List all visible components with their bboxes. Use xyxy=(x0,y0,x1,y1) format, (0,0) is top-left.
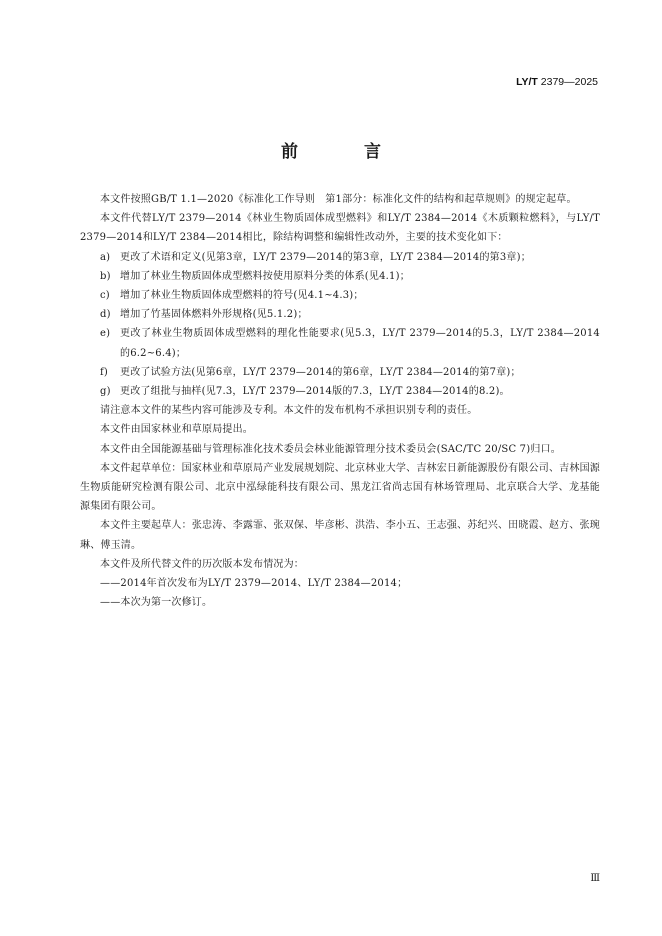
paragraph-drafting-rules: 本文件按照GB/T 1.1—2020《标准化工作导则 第1部分：标准化文件的结构和起草规则》的规定起草。 xyxy=(100,194,577,205)
list-item: c) 增加了林业生物质固体成型燃料的符号(见4.1~4.3)； xyxy=(100,290,364,302)
standard-code-number: 2379—2025 xyxy=(537,76,598,88)
list-item: a) 更改了术语和定义(见第3章，LY/T 2379—2014的第3章，LY/T 2384—2014的第3章)； xyxy=(100,251,531,263)
list-item: e) 更改了林业生物质固体成型燃料的理化性能要求(见5.3，LY/T 2379—2014的5.3，LY/T 2384—2014的6.2~6.4)； xyxy=(100,328,600,359)
list-item: f) 更改了试验方法(见第6章，LY/T 2379—2014的第6章，LY/T 2384—2014的第7章)； xyxy=(100,366,521,378)
standard-code xyxy=(516,76,598,88)
paragraph-replacement: 本文件代替LY/T 2379—2014《林业生物质固体成型燃料》和LY/T 2384—2014《木质颗粒燃料》，与LY/T 2379—2014和LY/T 2384—2014相比，除结构调整和编辑性改动外，主要的技术变化如下： xyxy=(80,213,600,244)
history-item: ——2014年首次发布为LY/T 2379—2014、LY/T 2384—2014； xyxy=(100,578,408,590)
history-item: ——本次为第一次修订。 xyxy=(100,597,213,609)
list-item: b) 增加了林业生物质固体成型燃料按使用原料分类的体系(见4.1)； xyxy=(100,270,410,282)
page-number: Ⅲ xyxy=(590,873,600,884)
foreword-body xyxy=(80,190,600,612)
paragraph-patent-notice: 请注意本文件的某些内容可能涉及专利。本文件的发布机构不承担识别专利的责任。 xyxy=(100,405,478,417)
paragraph-committee: 本文件由全国能源基础与管理标准化技术委员会林业能源管理分技术委员会(SAC/TC 20/SC 7)归口。 xyxy=(100,443,561,455)
paragraph-drafting-units: 本文件起草单位：国家林业和草原局产业发展规划院、北京林业大学、吉林宏日新能源股份有限公司、吉林国源生物质能研究检测有限公司、北京中泓绿能科技有限公司、黑龙江省尚志国有林场管理局、北京联合大学、龙基能源集团有限公司。 xyxy=(80,462,600,513)
paragraph-drafters: 本文件主要起草人：张忠涛、李露霏、张双保、毕彦彬、洪浩、李小五、王志强、苏纪兴、田晓霞、赵方、张琬琳、傅玉清。 xyxy=(80,520,600,551)
page-title: 前 言 xyxy=(281,142,411,162)
paragraph-history-intro: 本文件及所代替文件的历次版本发布情况为： xyxy=(100,558,304,570)
list-item: d) 增加了竹基固体燃料外形规格(见5.1.2)； xyxy=(100,309,308,321)
list-item: g) 更改了组批与抽样(见7.3，LY/T 2379—2014版的7.3，LY/T 2384—2014的8.2)。 xyxy=(100,386,510,398)
standard-code-prefix: LY/T xyxy=(516,76,538,88)
paragraph-proposer: 本文件由国家林业和草原局提出。 xyxy=(100,424,253,436)
